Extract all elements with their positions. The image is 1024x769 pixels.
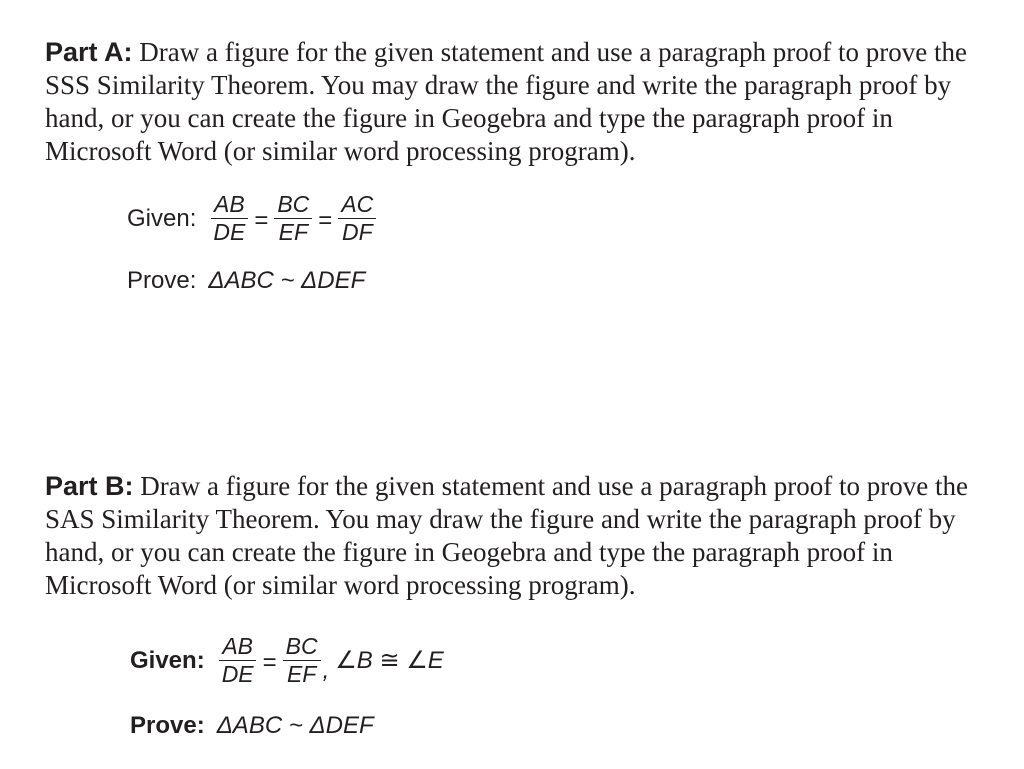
part-b-given <box>130 634 444 687</box>
part-b-label: Part B: <box>45 471 134 501</box>
part-b-text: Draw a figure for the given statement and use a paragraph proof to prove the SAS Similarity Theorem. You may draw the figure and write the paragraph proof by hand, or you can create the figure in Geogebra and type the paragraph proof in Microsoft Word (or similar word processing program). <box>45 471 968 600</box>
equals-sign: = <box>262 648 277 676</box>
ratio-denominator: DE <box>213 219 246 245</box>
ratio-numerator: AB <box>211 192 248 219</box>
angle-congruence: ∠B ≅ ∠E <box>335 647 444 674</box>
ratio-numerator: BC <box>283 634 321 661</box>
ratio-ab-de <box>210 192 248 245</box>
part-a-text: Draw a figure for the given statement and use a paragraph proof to prove the SSS Similarity Theorem. You may draw the figure and write the paragraph proof by hand, or you can create the figure in Geogebra and type the paragraph proof in Microsoft Word (or similar word processing program). <box>45 37 967 166</box>
part-a-given-label: Given: <box>127 204 197 232</box>
part-a-prove <box>127 267 365 295</box>
equals-sign: = <box>318 206 333 234</box>
comma: , <box>322 656 330 684</box>
ratio-denominator: EF <box>286 661 317 687</box>
ratio-bc-ef <box>283 634 321 687</box>
part-b-prove <box>130 712 374 740</box>
part-a-given <box>127 192 378 245</box>
part-a-label: Part A: <box>45 37 133 67</box>
part-a-instructions <box>45 36 975 168</box>
ratio-denominator: DF <box>341 219 373 245</box>
part-b-given-label: Given: <box>130 646 205 674</box>
ratio-ab-de <box>219 634 257 687</box>
part-b-prove-label: Prove: <box>130 712 205 739</box>
part-a-prove-statement: ΔABC ~ ΔDEF <box>208 267 366 294</box>
ratio-numerator: BC <box>274 192 312 219</box>
ratio-ac-df <box>338 192 376 245</box>
part-b-instructions <box>45 470 975 602</box>
equals-sign: = <box>254 206 269 234</box>
ratio-numerator: AB <box>219 634 256 661</box>
ratio-denominator: EF <box>278 219 309 245</box>
part-a-prove-label: Prove: <box>127 267 197 294</box>
ratio-numerator: AC <box>338 192 376 219</box>
ratio-denominator: DE <box>221 661 254 687</box>
part-b-prove-statement: ΔABC ~ ΔDEF <box>216 712 374 739</box>
ratio-bc-ef <box>274 192 312 245</box>
